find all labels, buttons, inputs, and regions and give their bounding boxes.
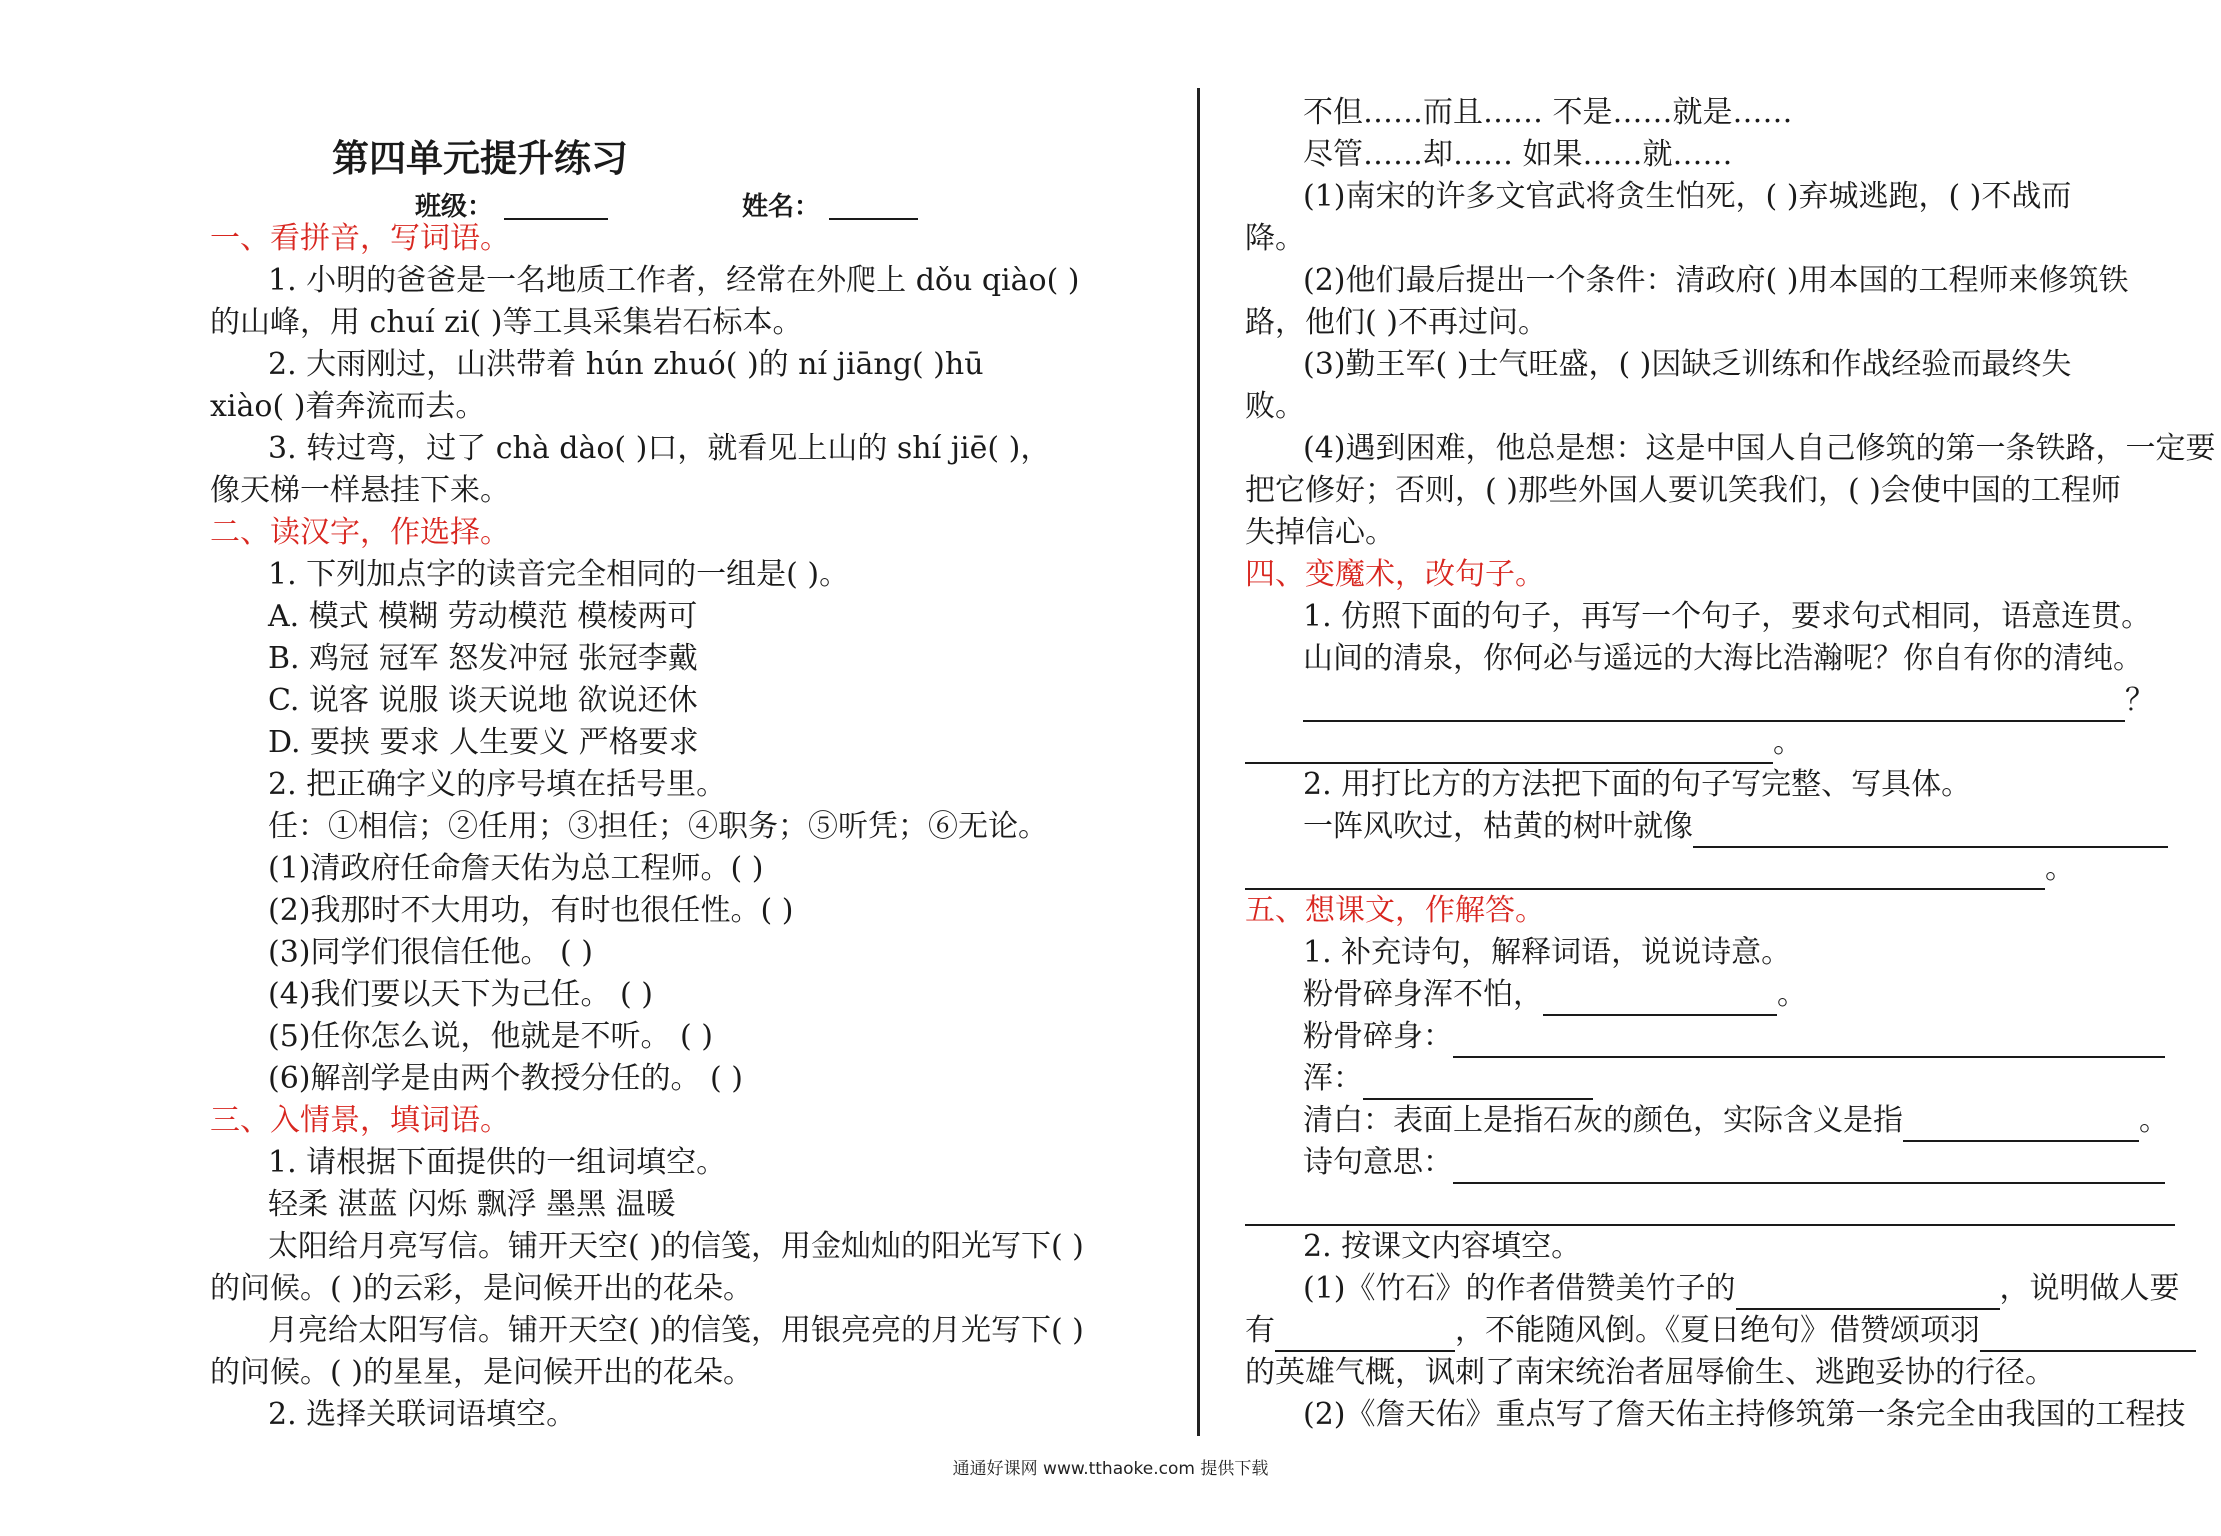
poem-text: 粉骨碎身浑不怕， (1303, 977, 1543, 1012)
s2-item-3: (3)同学们很信任他。 ( ) (268, 935, 593, 970)
s5-q2: 2. 按课文内容填空。 (1303, 1229, 1582, 1264)
s1-q3-line1: 3. 转过弯，过了 chà dào( )口，就看见上山的 shí jiē( )， (268, 431, 1051, 466)
answer-blank[interactable] (1980, 1320, 2196, 1352)
s5-poem-line (1245, 974, 2190, 1016)
conj-item-2-line2: 路，他们( )不再过问。 (1245, 305, 1548, 340)
s2-item-6: (6)解剖学是由两个教授分任的。 ( ) (268, 1061, 743, 1096)
section-2-title: 二、读汉字，作选择。 (210, 515, 510, 550)
answer-blank[interactable] (1245, 1194, 2175, 1226)
conj-item-3-line1: (3)勤王军( )士气旺盛，( )因缺乏训练和作战经验而最终失 (1303, 347, 2072, 382)
answer-blank[interactable] (1303, 690, 2125, 722)
class-blank[interactable] (504, 188, 608, 220)
conj-item-4-line1: (4)遇到困难，他总是想：这是中国人自己修筑的第一条铁路，一定要 (1303, 431, 2216, 466)
answer-blank[interactable] (1275, 1320, 1455, 1352)
s5-xiari-line (1245, 1310, 2190, 1352)
s1-q3-line2: 像天梯一样悬挂下来。 (210, 473, 510, 508)
answer-blank[interactable] (1245, 732, 1773, 764)
section-4-title: 四、变魔术，改句子。 (1245, 557, 1545, 592)
name-label: 姓名： (742, 192, 821, 222)
name-blank[interactable] (829, 188, 918, 220)
s3-para1-line1: 太阳给月亮写信。铺开天空( )的信笺，用金灿灿的阳光写下( ) (268, 1229, 1084, 1264)
period-mark: 。 (1777, 977, 1807, 1012)
answer-blank[interactable] (1543, 984, 1777, 1016)
s5-meaning-line-2 (1245, 1184, 2190, 1226)
xiari-prefix: 有 (1245, 1313, 1275, 1348)
conj-item-1-line2: 降。 (1245, 221, 1305, 256)
column-divider (1197, 88, 1200, 1436)
conj-item-4-line3: 失掉信心。 (1245, 515, 1395, 550)
s2-q2: 2. 把正确字义的序号填在括号里。 (268, 767, 727, 802)
s3-para2-line2: 的问候。( )的星星，是问候开出的花朵。 (210, 1355, 753, 1390)
s1-q2-line1: 2. 大雨刚过，山洪带着 hún zhuó( )的 ní jiāng( )hū (268, 347, 984, 382)
conj-item-3-line2: 败。 (1245, 389, 1305, 424)
s2-item-4: (4)我们要以天下为己任。 ( ) (268, 977, 653, 1012)
term-label: 粉骨碎身： (1303, 1019, 1453, 1054)
s1-q1-line1: 1. 小明的爸爸是一名地质工作者，经常在外爬上 dǒu qiào( ) (268, 263, 1080, 298)
section-3-title: 三、入情景，填词语。 (210, 1103, 510, 1138)
s4-wind-line-2 (1245, 848, 2190, 890)
s2-option-d: D. 要挟 要求 人生要义 严格要求 (268, 725, 699, 760)
s2-option-b: B. 鸡冠 冠军 怒发冲冠 张冠李戴 (268, 641, 698, 676)
s5-q1: 1. 补充诗句，解释词语，说说诗意。 (1303, 935, 1792, 970)
page-title: 第四单元提升练习 (332, 137, 628, 180)
period-mark: 。 (1773, 725, 1803, 760)
conjunction-options-2: 尽管……却…… 如果……就…… (1303, 137, 1733, 172)
s5-zhantianyou-line: (2)《詹天佑》重点写了詹天佑主持修筑第一条完全由我国的工程技 (1303, 1397, 2186, 1432)
answer-blank[interactable] (1363, 1068, 1593, 1100)
s2-option-a: A. 模式 模糊 劳动模范 模棱两可 (268, 599, 698, 634)
conjunction-options-1: 不但……而且…… 不是……就是…… (1303, 95, 1793, 130)
s2-meanings: 任：①相信；②任用；③担任；④职务；⑤听凭；⑥无论。 (268, 809, 1048, 844)
conj-item-2-line1: (2)他们最后提出一个条件：清政府( )用本国的工程师来修筑铁 (1303, 263, 2129, 298)
s4-wind-line (1245, 806, 2190, 848)
wind-sentence: 一阵风吹过，枯黄的树叶就像 (1303, 809, 1693, 844)
xiari-text: ，不能随风倒。《夏日绝句》借赞颂项羽 (1455, 1313, 1980, 1348)
answer-blank[interactable] (1736, 1278, 2000, 1310)
answer-blank[interactable] (1453, 1026, 2165, 1058)
s4-q1: 1. 仿照下面的句子，再写一个句子，要求句式相同，语意连贯。 (1303, 599, 2152, 634)
period-mark: 。 (2045, 851, 2075, 886)
s3-para2-line1: 月亮给太阳写信。铺开天空( )的信笺，用银亮亮的月光写下( ) (268, 1313, 1084, 1348)
term-label: 清白：表面上是指石灰的颜色，实际含义是指 (1303, 1103, 1903, 1138)
s2-item-2: (2)我那时不大用功，有时也很任性。( ) (268, 893, 794, 928)
answer-blank[interactable] (1245, 858, 2045, 890)
section-5-title: 五、想课文，作解答。 (1245, 893, 1545, 928)
s1-q2-line2: xiào( )着奔流而去。 (210, 389, 486, 424)
zhushi-text: (1)《竹石》的作者借赞美竹子的 (1303, 1271, 1736, 1306)
s2-item-1: (1)清政府任命詹天佑为总工程师。( ) (268, 851, 764, 886)
term-label: 诗句意思： (1303, 1145, 1453, 1180)
s4-answer-line-1 (1245, 680, 2190, 722)
answer-blank[interactable] (1693, 816, 2168, 848)
answer-blank[interactable] (1453, 1152, 2165, 1184)
footer-credit: 通通好课网 www.tthaoke.com 提供下载 (952, 1459, 1269, 1479)
s5-zhushi-line (1245, 1268, 2190, 1310)
s4-answer-line-2 (1245, 722, 2190, 764)
class-label: 班级： (415, 192, 494, 222)
s1-q1-line2: 的山峰，用 chuí zi( )等工具采集岩石标本。 (210, 305, 803, 340)
conj-item-4-line2: 把它修好；否则，( )那些外国人要讥笑我们，( )会使中国的工程师 (1245, 473, 2121, 508)
question-mark: ？ (2125, 683, 2155, 718)
conj-item-1-line1: (1)南宋的许多文官武将贪生怕死，( )弃城逃跑，( )不战而 (1303, 179, 2072, 214)
s5-fenguosuishen-line (1245, 1016, 2190, 1058)
zhushi-text-end: ，说明做人要 (1999, 1271, 2180, 1306)
s2-option-c: C. 说客 说服 谈天说地 欲说还休 (268, 683, 698, 718)
term-label: 浑： (1303, 1061, 1363, 1096)
s4-q2: 2. 用打比方的方法把下面的句子写完整、写具体。 (1303, 767, 1972, 802)
s2-q1: 1. 下列加点字的读音完全相同的一组是( )。 (268, 557, 850, 592)
answer-blank[interactable] (1903, 1110, 2139, 1142)
s5-meaning-line (1245, 1142, 2190, 1184)
s3-word-bank: 轻柔 湛蓝 闪烁 飘浮 墨黑 温暖 (268, 1187, 676, 1222)
s4-example-sentence: 山间的清泉，你何必与遥远的大海比浩瀚呢？你自有你的清纯。 (1303, 641, 2143, 676)
period-mark: 。 (2139, 1103, 2169, 1138)
s3-q1: 1. 请根据下面提供的一组词填空。 (268, 1145, 727, 1180)
s3-q2: 2. 选择关联词语填空。 (268, 1397, 577, 1432)
s3-para1-line2: 的问候。( )的云彩，是问候开出的花朵。 (210, 1271, 753, 1306)
s5-qingbai-line (1245, 1100, 2190, 1142)
section-1-title: 一、看拼音，写词语。 (210, 221, 510, 256)
s5-hun-line (1245, 1058, 2190, 1100)
s5-xiari-line-2: 的英雄气概，讽刺了南宋统治者屈辱偷生、逃跑妥协的行径。 (1245, 1355, 2055, 1390)
s2-item-5: (5)任你怎么说，他就是不听。 ( ) (268, 1019, 713, 1054)
